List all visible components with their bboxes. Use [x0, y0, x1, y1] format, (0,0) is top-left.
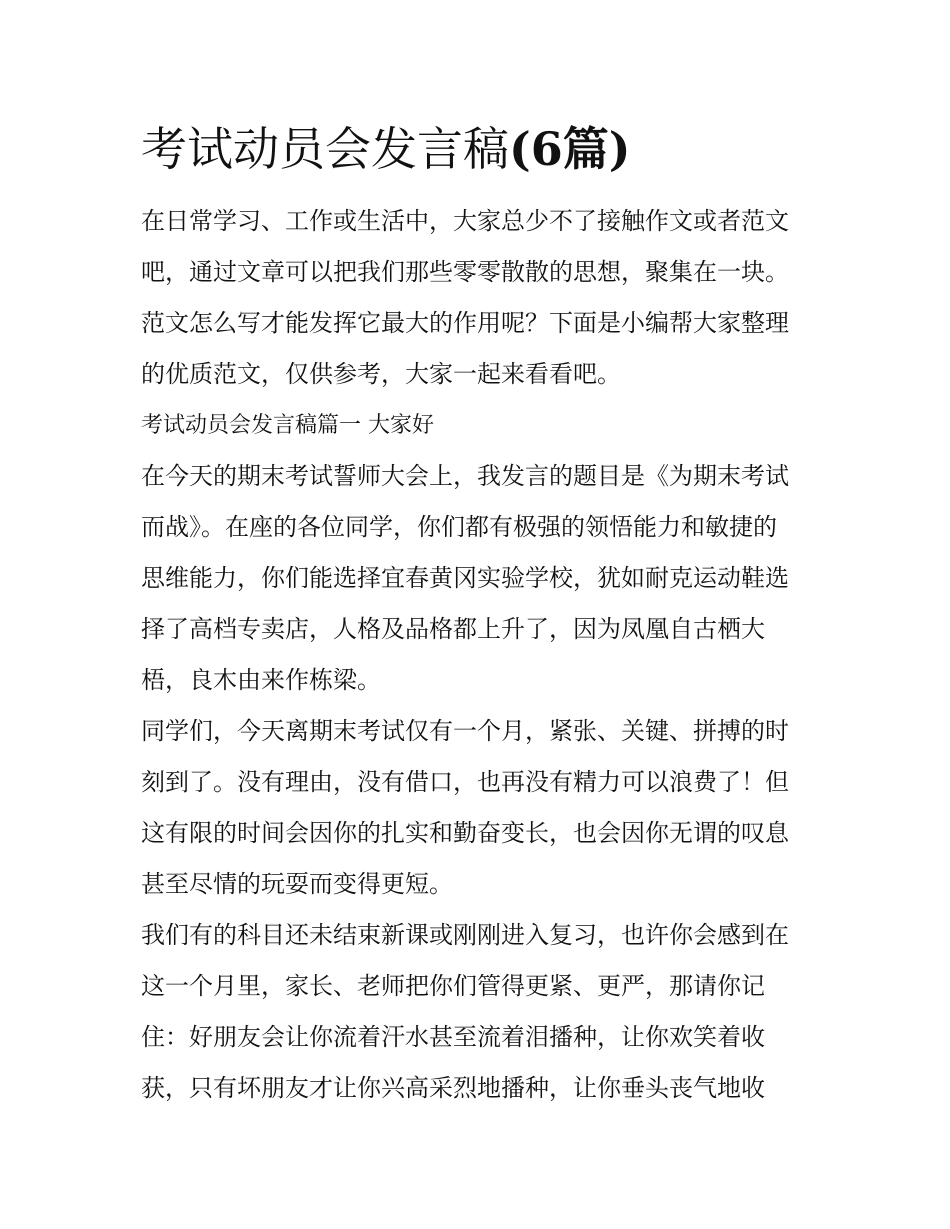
paragraph-2-line-4: 甚至尽情的玩耍而变得更短。 [141, 870, 453, 898]
paragraph-1-line-2: 而战》。在座的各位同学，你们都有极强的领悟能力和敏捷的 [141, 513, 777, 541]
document-title [141, 118, 816, 180]
intro-line-2: 吧，通过文章可以把我们那些零零散散的思想，聚集在一块。 [141, 258, 789, 286]
paragraph-3-line-4: 获，只有坏朋友才让你兴高采烈地播种，让你垂头丧气地收 [141, 1074, 765, 1102]
document-content [141, 118, 816, 1114]
paragraph-1-line-5: 梧，良木由来作栋梁。 [141, 666, 381, 694]
intro-paragraph [141, 196, 816, 400]
paragraph-3-line-1: 我们有的科目还未结束新课或刚刚进入复习，也许你会感到在 [141, 921, 789, 949]
paragraph-1 [141, 451, 816, 706]
intro-line-1: 在日常学习、工作或生活中，大家总少不了接触作文或者范文 [141, 207, 789, 235]
document-title-suffix: (6篇) [509, 122, 631, 176]
paragraph-1-line-3: 思维能力，你们能选择宜春黄冈实验学校，犹如耐克运动鞋选 [141, 564, 789, 592]
paragraph-2 [141, 706, 816, 910]
intro-line-3: 范文怎么写才能发挥它最大的作用呢？下面是小编帮大家整理 [141, 309, 789, 337]
document-body [141, 196, 816, 1114]
paragraph-3-line-3: 住：好朋友会让你流着汗水甚至流着泪播种，让你欢笑着收 [141, 1023, 765, 1051]
intro-line-4: 的优质范文，仅供参考，大家一起来看看吧。 [141, 360, 621, 388]
paragraph-3 [141, 910, 816, 1114]
paragraph-1-line-1: 在今天的期末考试誓师大会上，我发言的题目是《为期末考试 [141, 462, 789, 490]
paragraph-2-line-1: 同学们，今天离期末考试仅有一个月，紧张、关键、拼搏的时 [141, 717, 789, 745]
section-heading: 考试动员会发言稿篇一 大家好 [141, 413, 434, 438]
paragraph-1-line-4: 择了高档专卖店，人格及品格都上升了，因为凤凰自古栖大 [141, 615, 765, 643]
paragraph-2-line-2: 刻到了。没有理由，没有借口，也再没有精力可以浪费了！但 [141, 768, 789, 796]
paragraph-2-line-3: 这有限的时间会因你的扎实和勤奋变长，也会因你无谓的叹息 [141, 819, 789, 847]
document-title-main: 考试动员会发言稿 [141, 122, 509, 176]
paragraph-3-line-2: 这一个月里，家长、老师把你们管得更紧、更严，那请你记 [141, 972, 765, 1000]
